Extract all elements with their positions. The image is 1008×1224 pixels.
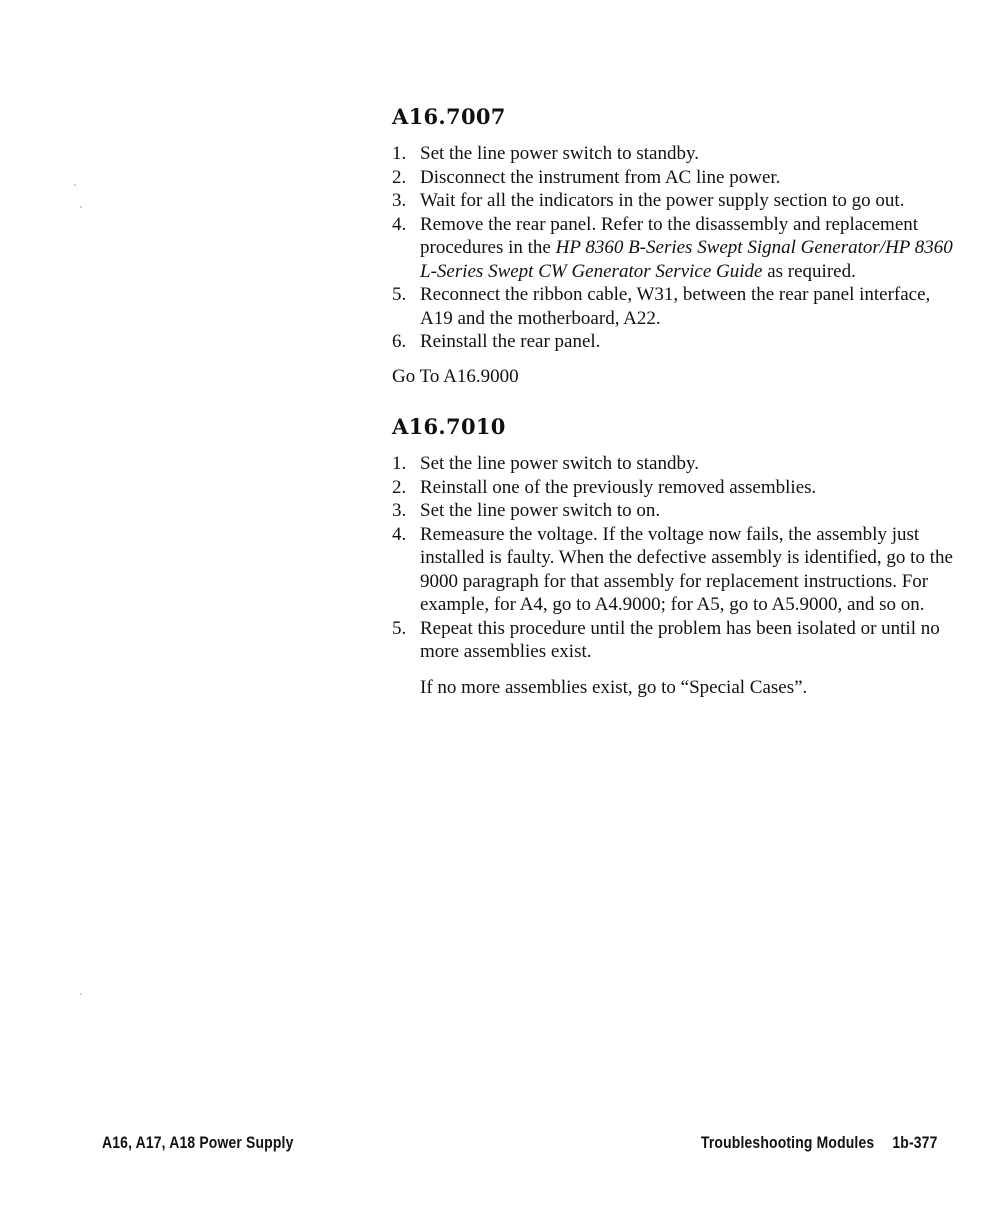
step-text — [420, 213, 962, 284]
list-item — [392, 499, 962, 523]
section-heading: A16.7010 — [392, 414, 506, 439]
list-item — [392, 142, 962, 166]
step-text: Set the line power switch to standby. — [420, 143, 699, 164]
step-text: Reinstall the rear panel. — [420, 331, 601, 352]
step-number: 6. — [392, 331, 407, 352]
list-item — [392, 213, 962, 284]
list-item — [392, 523, 962, 617]
service-guide-title: HP 8360 B-Series Swept Signal Generator/HP 8360 L-Series Swept CW Generator Service Guide — [420, 237, 953, 282]
step-number: 5. — [392, 284, 407, 305]
scan-speck — [80, 993, 82, 995]
step-number: 5. — [392, 617, 407, 639]
scan-speck — [74, 184, 76, 186]
step-number: 4. — [392, 213, 407, 235]
special-cases-note: If no more assemblies exist, go to “Special Cases”. — [420, 676, 808, 698]
scan-speck — [80, 206, 82, 208]
goto-reference: Go To A16.9000 — [392, 365, 519, 387]
step-text: Set the line power switch to on. — [420, 500, 661, 521]
list-item — [392, 452, 962, 476]
step-number: 2. — [392, 166, 407, 188]
list-item — [392, 189, 962, 213]
step-number: 1. — [392, 143, 407, 164]
footer-chapter — [701, 1133, 938, 1153]
step-text-part: as required. — [762, 260, 856, 282]
step-list — [392, 452, 962, 664]
step-text-part: Remove the rear panel. Refer to the disassembly and replacement procedures in the — [420, 213, 919, 258]
list-item — [392, 476, 962, 500]
step-number: 4. — [392, 523, 407, 545]
step-number: 2. — [392, 476, 407, 498]
step-text: Remeasure the voltage. If the voltage now fails, the assembly just installed is faulty. When the defective assembly is identified, go to the 9000 paragraph for that assembly for replacement instructions. For example, for A4, go to A4.9000; for A5, go to A5.9000, and so on. — [420, 523, 953, 615]
step-text: Repeat this procedure until the problem has been isolated or until no more assemblies exist. — [420, 617, 940, 662]
step-text: Disconnect the instrument from AC line power. — [420, 166, 781, 188]
step-text: Reconnect the ribbon cable, W31, between the rear panel interface, A19 and the motherboard, A22. — [420, 284, 931, 329]
footer-section-title: A16, A17, A18 Power Supply — [102, 1133, 294, 1152]
section-a16-7010 — [392, 414, 962, 699]
step-number: 3. — [392, 190, 407, 211]
step-number: 1. — [392, 453, 407, 474]
step-text: Reinstall one of the previously removed assemblies. — [420, 476, 817, 498]
page-number: 1b-377 — [892, 1133, 938, 1152]
list-item — [392, 330, 962, 354]
list-item — [392, 617, 962, 664]
step-text: Wait for all the indicators in the power supply section to go out. — [420, 190, 905, 211]
list-item — [392, 166, 962, 190]
list-item — [392, 283, 962, 330]
section-heading: A16.7007 — [392, 104, 506, 129]
step-text: Set the line power switch to standby. — [420, 453, 699, 474]
step-list — [392, 142, 962, 354]
page-content — [392, 104, 962, 699]
step-number: 3. — [392, 500, 407, 521]
section-a16-7007 — [392, 104, 962, 388]
footer-chapter-title: Troubleshooting Modules — [701, 1133, 875, 1152]
